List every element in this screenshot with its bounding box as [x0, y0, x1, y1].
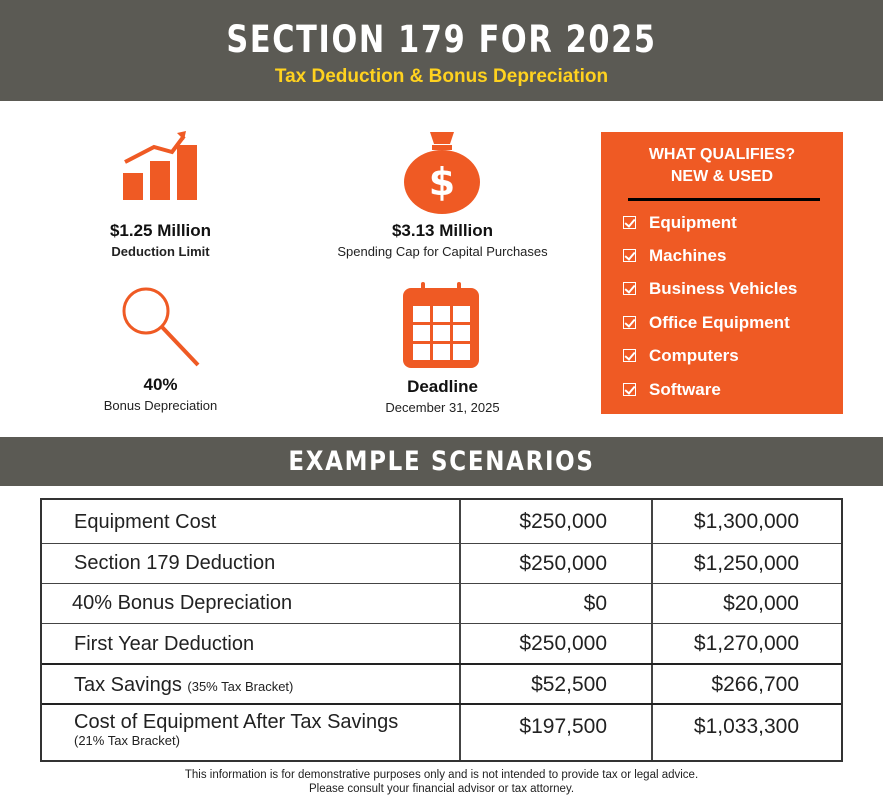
row-label-note: (35% Tax Bracket) [187, 679, 294, 694]
money-bag-icon [400, 128, 484, 216]
qualifies-item-label: Computers [649, 346, 739, 365]
checkbox-icon [623, 249, 636, 262]
qualifies-item-label: Software [649, 380, 721, 399]
spending-cap-label: Spending Cap for Capital Purchases [337, 244, 548, 259]
qualifies-divider [628, 198, 820, 201]
disclaimer-line2: Please consult your financial advisor or tax attorney. [308, 783, 575, 795]
row-label-note: (21% Tax Bracket) [74, 733, 180, 748]
stat-bonus [78, 375, 243, 413]
row-label-text: Tax Savings [74, 674, 188, 696]
table-row [42, 583, 841, 623]
scenarios-title: EXAMPLE SCENARIOS [288, 446, 595, 477]
row-value-2: $20,000 [723, 592, 799, 615]
spending-cap-value: $3.13 Million [391, 221, 494, 240]
row-value-1: $250,000 [519, 552, 607, 575]
row-value-2: $1,250,000 [693, 552, 799, 575]
disclaimer-line1: This information is for demonstrative purposes only and is not intended to provide tax or legal advice. [184, 769, 699, 781]
stat-spending-cap [320, 221, 565, 259]
qualifies-item-label: Machines [649, 246, 727, 265]
svg-text:$: $ [428, 160, 456, 204]
stat-deadline [360, 377, 525, 415]
row-label: Equipment Cost [74, 511, 217, 533]
deadline-date: December 31, 2025 [385, 400, 500, 415]
deadline-value: Deadline [407, 377, 478, 396]
page-title: SECTION 179 FOR 2025 [226, 18, 657, 61]
row-label [74, 711, 398, 749]
qualifies-item [623, 313, 838, 333]
table-row [42, 703, 841, 760]
row-value-2: $1,300,000 [693, 510, 799, 533]
checkbox-icon [623, 349, 636, 362]
qualifies-item-label: Office Equipment [649, 313, 790, 332]
scenarios-banner [0, 437, 883, 486]
qualifies-item [623, 246, 838, 266]
row-label: First Year Deduction [74, 633, 255, 655]
row-value-2: $1,033,300 [693, 715, 799, 738]
table-row [42, 623, 841, 663]
header-banner [0, 0, 883, 101]
row-label-text: Cost of Equipment After Tax Savings [74, 711, 399, 733]
table-row [42, 663, 841, 703]
row-label [74, 674, 293, 697]
deduction-limit-label: Deduction Limit [111, 244, 210, 259]
qualifies-item [623, 380, 838, 400]
table-row [42, 543, 841, 583]
qualifies-item [623, 346, 838, 366]
qualifies-panel [601, 132, 843, 414]
qualifies-heading-line1: WHAT QUALIFIES? [648, 146, 796, 163]
deduction-limit-value: $1.25 Million [109, 221, 212, 240]
table-row [42, 500, 841, 543]
bonus-label: Bonus Depreciation [103, 398, 218, 413]
checkbox-icon [623, 216, 636, 229]
row-label: 40% Bonus Depreciation [72, 592, 293, 614]
qualifies-item [623, 213, 838, 233]
qualifies-item [623, 279, 838, 299]
bar-chart-icon [120, 130, 202, 202]
row-value-1: $0 [583, 592, 607, 615]
scenarios-table [40, 498, 843, 762]
qualifies-heading-line2: NEW & USED [670, 168, 774, 185]
disclaimer [0, 768, 883, 796]
row-value-1: $197,500 [519, 715, 607, 738]
row-value-1: $250,000 [519, 510, 607, 533]
calendar-icon [400, 280, 482, 370]
qualifies-heading [601, 144, 843, 188]
checkbox-icon [623, 383, 636, 396]
checkbox-icon [623, 316, 636, 329]
checkbox-icon [623, 282, 636, 295]
bonus-value: 40% [143, 375, 178, 394]
row-label: Section 179 Deduction [74, 552, 276, 574]
page-subtitle: Tax Deduction & Bonus Depreciation [274, 66, 609, 87]
qualifies-item-label: Business Vehicles [649, 279, 798, 298]
magnifier-icon [118, 283, 204, 369]
row-value-1: $250,000 [519, 632, 607, 655]
row-value-2: $266,700 [711, 673, 799, 696]
qualifies-item-label: Equipment [649, 213, 737, 232]
stat-deduction-limit [78, 221, 243, 259]
row-value-2: $1,270,000 [693, 632, 799, 655]
row-value-1: $52,500 [531, 673, 607, 696]
